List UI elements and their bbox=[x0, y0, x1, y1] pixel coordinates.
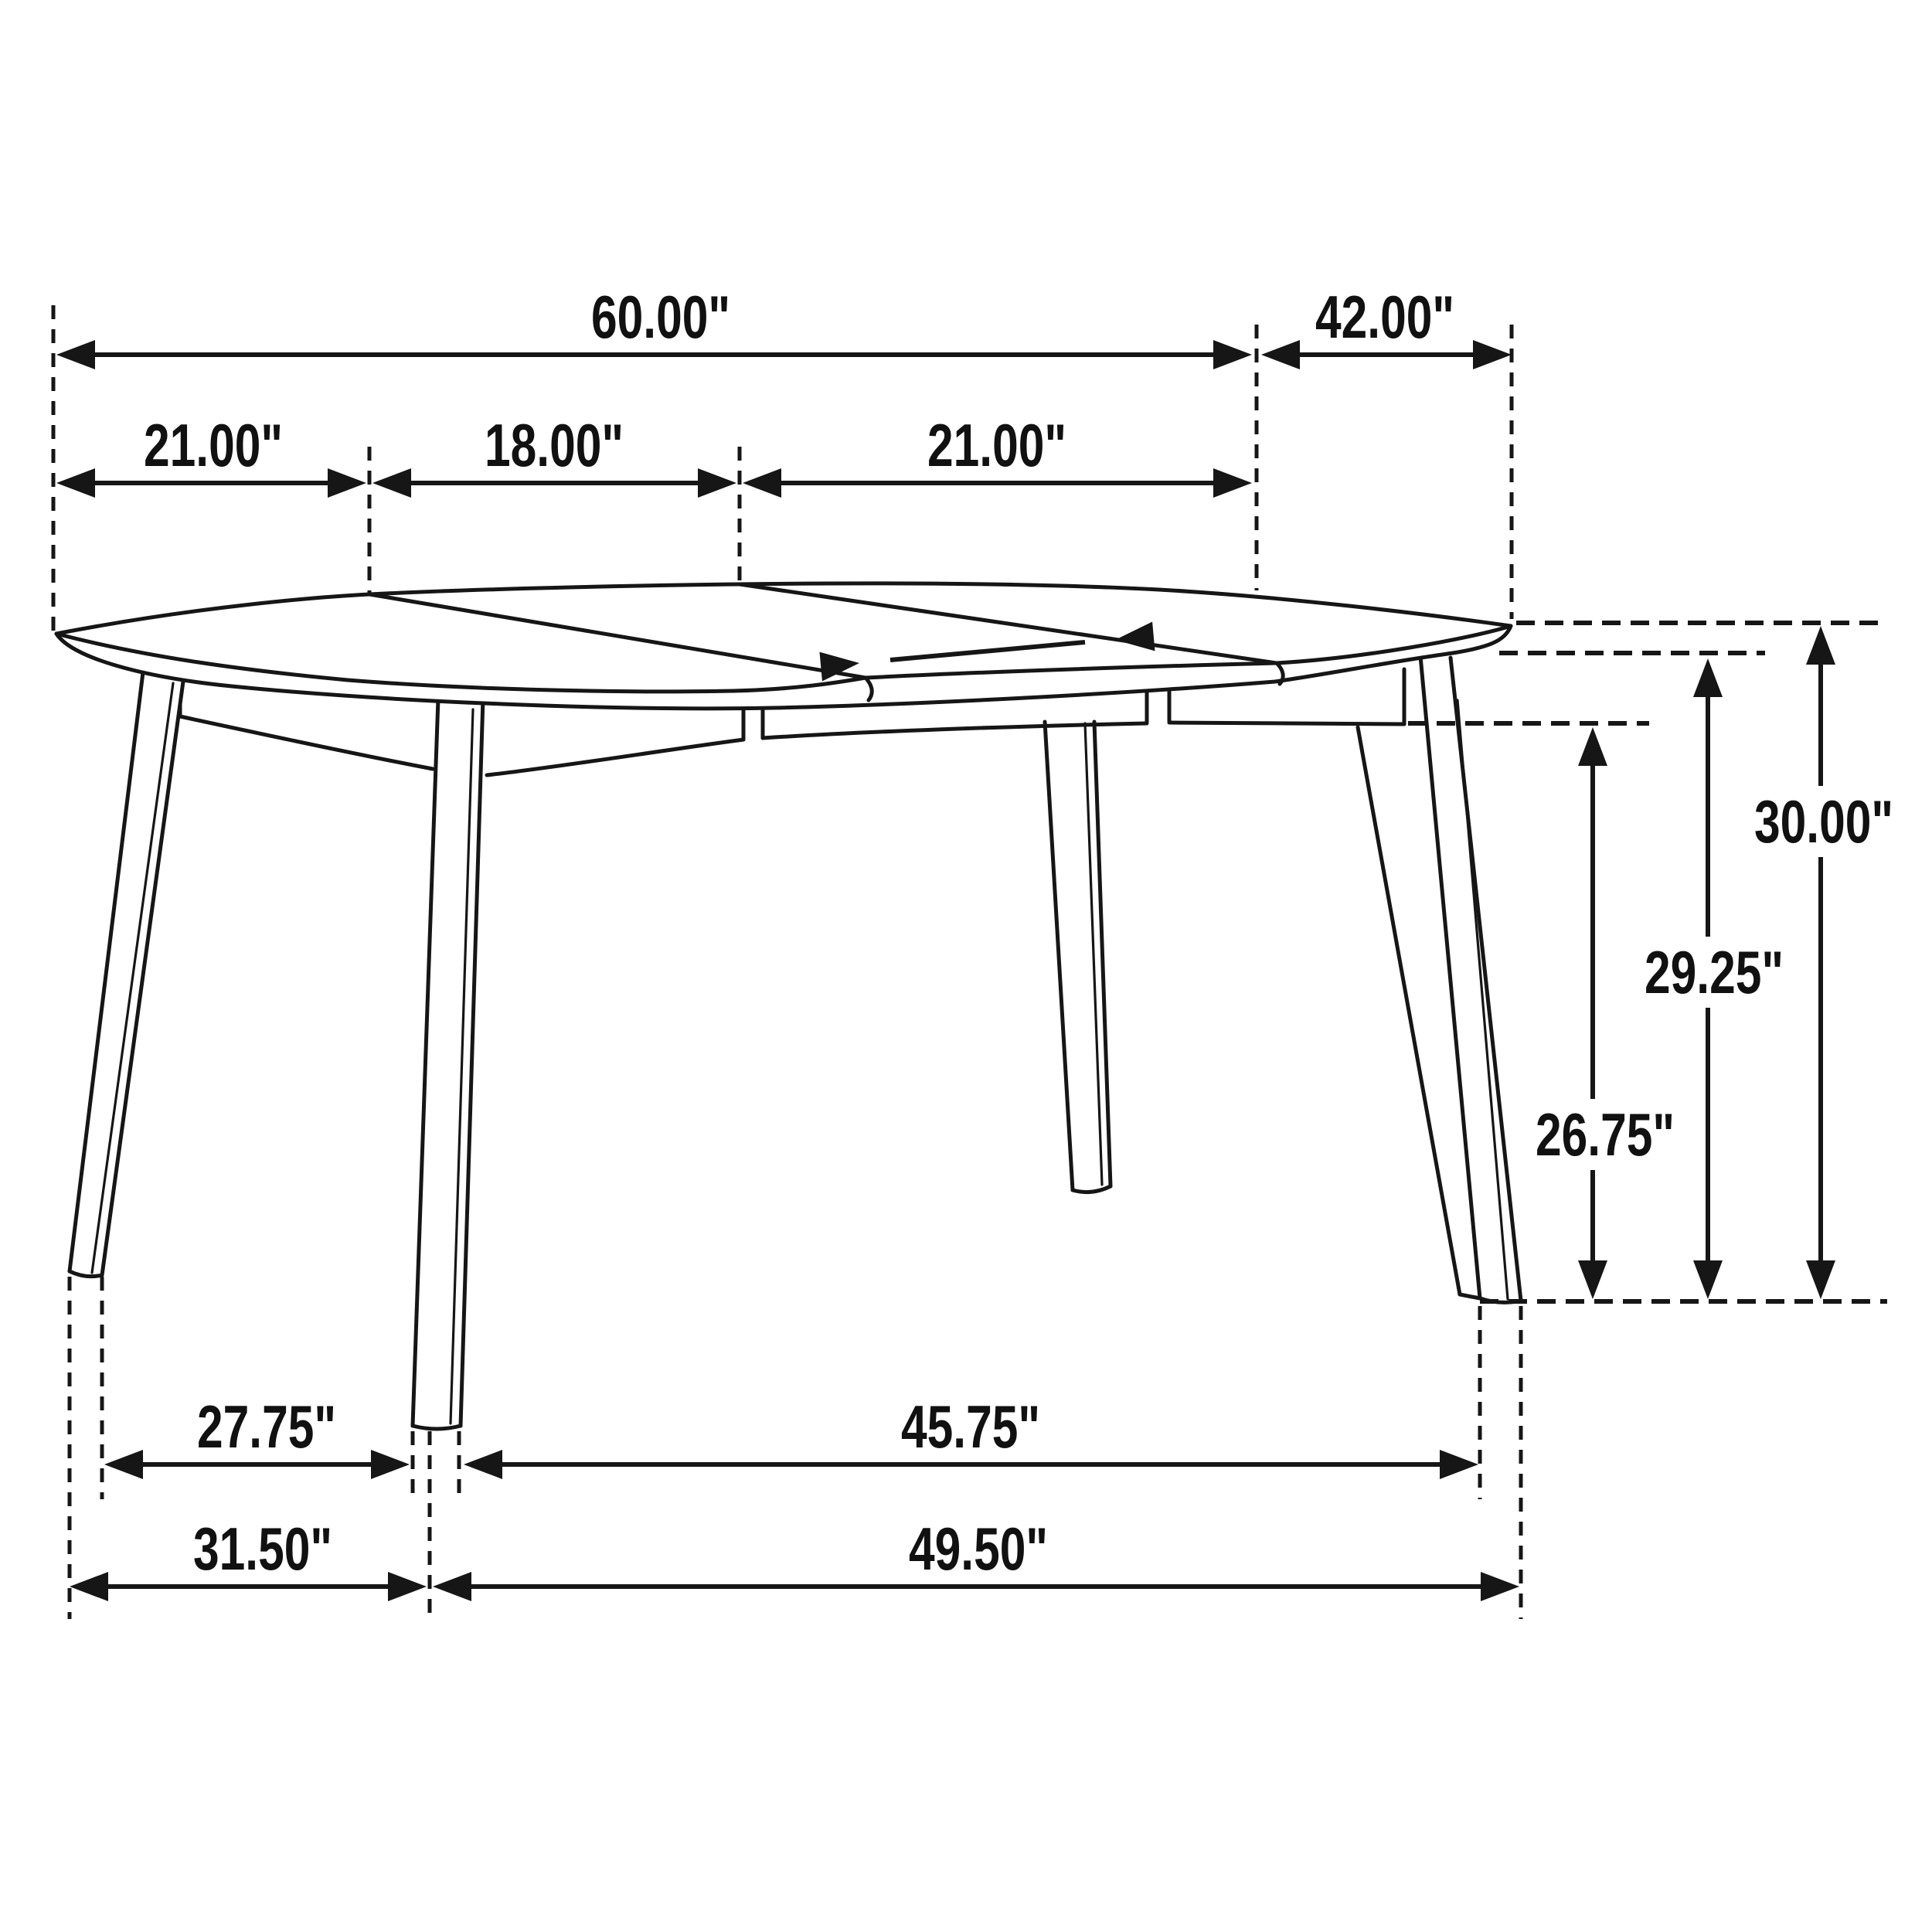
dimension-label-d45_75: 45.75" bbox=[901, 1393, 1040, 1461]
dimension-label-d42: 42.00" bbox=[1315, 283, 1454, 351]
dimension-arrowhead bbox=[372, 468, 411, 498]
dimension-arrowhead bbox=[698, 468, 736, 498]
table-leg-rear-right bbox=[1358, 656, 1521, 1302]
dimension-arrowhead bbox=[328, 468, 366, 498]
dimension-label-d26_75: 26.75" bbox=[1536, 1100, 1675, 1168]
dimension-d21b bbox=[743, 411, 1252, 498]
dimension-arrowhead bbox=[1578, 1260, 1607, 1299]
dimension-arrowhead bbox=[56, 340, 95, 369]
dimension-label-d18: 18.00" bbox=[485, 411, 624, 479]
dimension-arrowhead bbox=[371, 1450, 410, 1479]
dimension-arrowhead bbox=[1806, 626, 1835, 665]
dimension-arrowhead bbox=[388, 1572, 427, 1601]
dimension-arrowhead bbox=[1261, 340, 1300, 369]
table-top bbox=[56, 583, 1511, 709]
dimension-arrowhead bbox=[433, 1572, 471, 1601]
dimension-d26_75 bbox=[1526, 727, 1684, 1299]
table-drawing bbox=[56, 583, 1521, 1429]
dimension-d29_25 bbox=[1635, 658, 1793, 1299]
dimension-arrowhead bbox=[1481, 1572, 1519, 1601]
dimension-d27_75 bbox=[104, 1393, 410, 1479]
dimension-label-d31_50: 31.50" bbox=[193, 1515, 332, 1583]
dimension-arrowhead bbox=[743, 468, 781, 498]
dimension-label-d21b: 21.00" bbox=[927, 411, 1066, 479]
dimension-label-d30: 30.00" bbox=[1754, 787, 1893, 855]
dimension-label-d49_50: 49.50" bbox=[909, 1515, 1048, 1583]
dimension-d60 bbox=[56, 283, 1252, 369]
dimension-arrowhead bbox=[1440, 1450, 1478, 1479]
dimension-label-d27_75: 27.75" bbox=[197, 1393, 336, 1461]
dimension-arrowhead bbox=[1693, 1260, 1723, 1299]
table-leg-front-left bbox=[70, 672, 183, 1277]
table-leg-center-front bbox=[413, 699, 483, 1429]
dimension-arrowhead bbox=[1473, 340, 1512, 369]
dimension-label-d29_25: 29.25" bbox=[1645, 938, 1784, 1006]
dimension-d45_75 bbox=[464, 1393, 1478, 1479]
dimension-arrowhead bbox=[1578, 727, 1607, 766]
dimension-label-d60: 60.00" bbox=[591, 283, 730, 351]
dimension-arrowhead bbox=[56, 468, 95, 498]
dimension-arrowhead bbox=[104, 1450, 143, 1479]
dimension-label-d21a: 21.00" bbox=[144, 411, 283, 479]
dimension-annotations bbox=[56, 283, 1903, 1601]
dimension-arrowhead bbox=[1213, 468, 1252, 498]
dimension-arrowhead bbox=[1806, 1260, 1835, 1299]
dimension-d18 bbox=[372, 411, 736, 498]
dimension-arrowhead bbox=[70, 1572, 108, 1601]
dimension-arrowhead bbox=[1213, 340, 1252, 369]
dimension-d21a bbox=[56, 411, 366, 498]
dimension-d42 bbox=[1261, 283, 1512, 369]
dimension-arrowhead bbox=[1693, 658, 1723, 697]
dimension-d49_50 bbox=[433, 1515, 1519, 1601]
dimension-arrowhead bbox=[464, 1450, 502, 1479]
dimension-d31_50 bbox=[70, 1515, 427, 1601]
table-leg-center-rear bbox=[1045, 722, 1111, 1192]
